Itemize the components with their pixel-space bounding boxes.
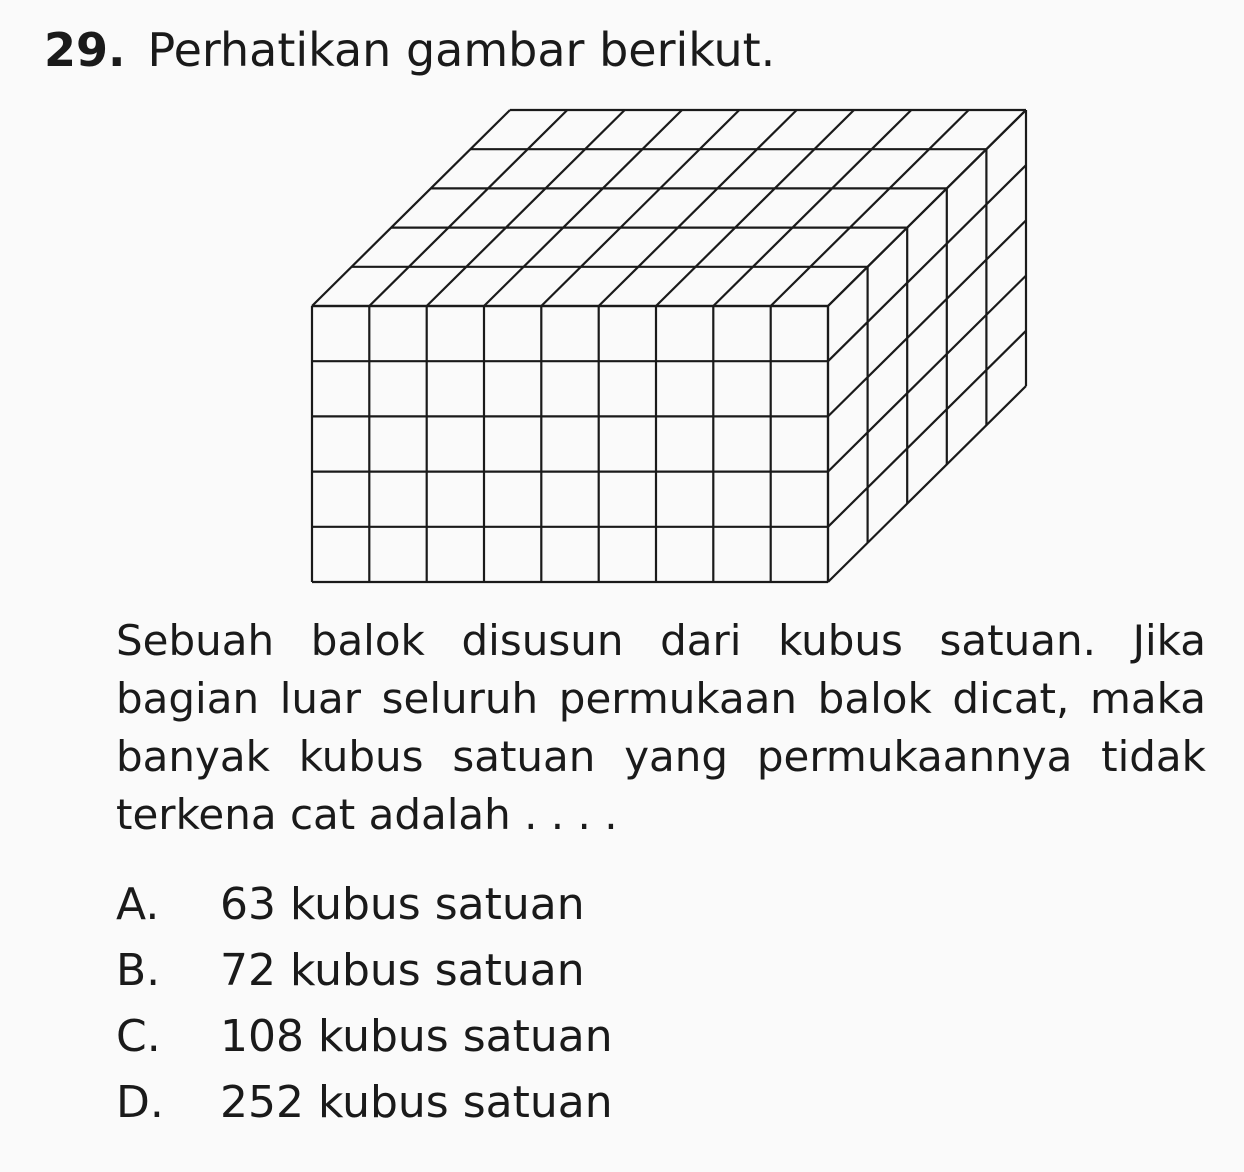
top-depth-line <box>427 110 625 306</box>
option-letter: B. <box>116 945 161 996</box>
top-depth-line <box>541 110 739 306</box>
side-face-grid <box>828 110 1026 582</box>
option-c[interactable] <box>116 1004 613 1070</box>
option-text: 252 kubus satuan <box>220 1077 613 1128</box>
question-number: 29. <box>44 23 126 77</box>
option-text: 72 kubus satuan <box>220 945 585 996</box>
question-text: Sebuah balok disusun dari kubus satuan. Jika bagian luar seluruh permukaan balok dicat, maka banyak kubus satuan yang permukaannya tidak terkena cat adalah . . . . <box>116 616 1206 839</box>
option-text: 108 kubus satuan <box>220 1011 613 1062</box>
option-d[interactable] <box>116 1070 613 1136</box>
side-depth-line <box>828 110 1026 306</box>
option-b[interactable] <box>116 938 613 1004</box>
side-depth-line <box>828 386 1026 582</box>
side-depth-line <box>828 331 1026 527</box>
top-depth-line <box>369 110 567 306</box>
front-face-grid <box>312 306 828 582</box>
top-depth-line <box>771 110 969 306</box>
option-letter: D. <box>116 1077 164 1128</box>
side-depth-line <box>828 165 1026 361</box>
top-face-grid <box>312 110 1026 306</box>
side-depth-line <box>828 276 1026 472</box>
answer-options <box>116 872 613 1136</box>
option-a[interactable] <box>116 872 613 938</box>
question-instruction: Perhatikan gambar berikut. <box>147 23 776 77</box>
top-depth-line <box>713 110 911 306</box>
top-depth-line <box>599 110 797 306</box>
option-letter: C. <box>116 1011 161 1062</box>
side-depth-line <box>828 220 1026 416</box>
top-depth-line <box>312 110 510 306</box>
top-depth-line <box>484 110 682 306</box>
option-text: 63 kubus satuan <box>220 879 585 930</box>
option-letter: A. <box>116 879 160 930</box>
top-depth-line <box>656 110 854 306</box>
